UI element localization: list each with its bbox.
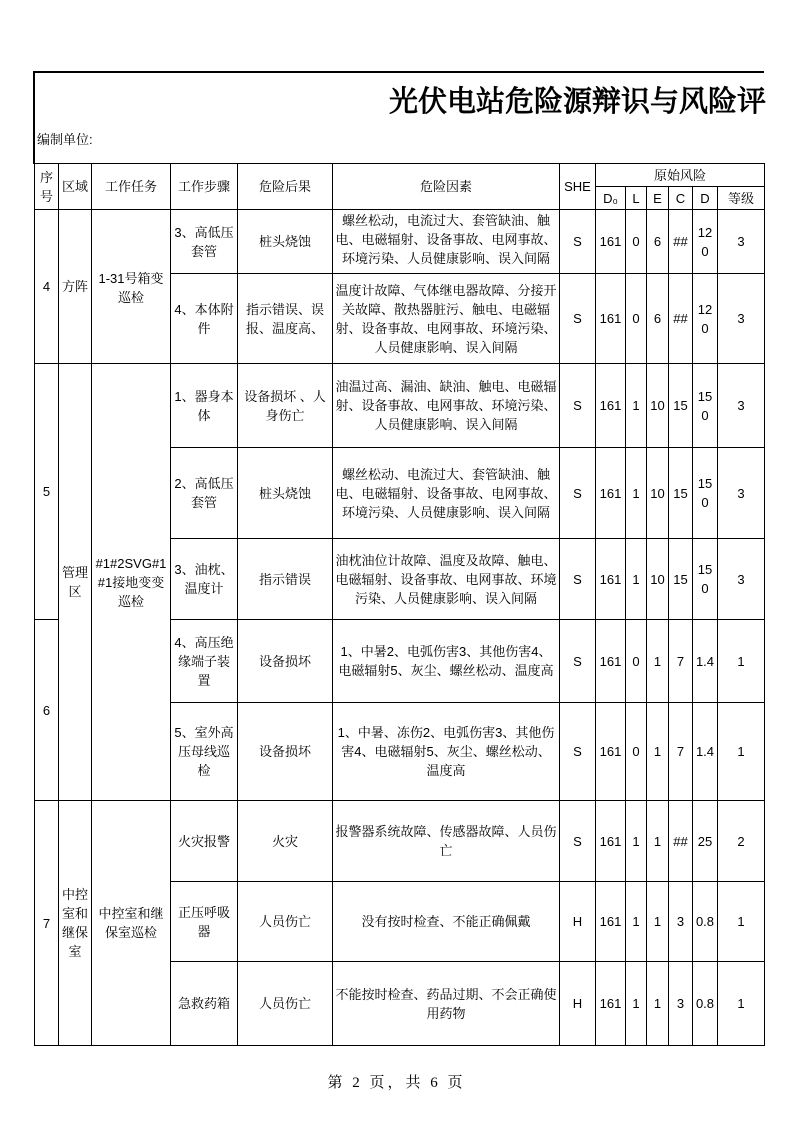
c-cell: ## <box>669 274 693 364</box>
d0-cell: 161 <box>596 882 626 962</box>
page-border-top <box>33 71 764 73</box>
header-d: D <box>693 187 718 210</box>
consequence-cell: 桩头烧蚀 <box>238 448 333 539</box>
header-l: L <box>626 187 647 210</box>
l-cell: 1 <box>626 962 647 1046</box>
grade-cell: 3 <box>718 539 765 620</box>
she-cell: H <box>560 882 596 962</box>
she-cell: S <box>560 703 596 801</box>
she-cell: H <box>560 962 596 1046</box>
task-cell: 中控室和继保室巡检 <box>92 801 171 1046</box>
step-cell: 火灾报警 <box>171 801 238 882</box>
l-cell: 1 <box>626 364 647 448</box>
d0-cell: 161 <box>596 620 626 703</box>
l-cell: 0 <box>626 210 647 274</box>
d0-cell: 161 <box>596 364 626 448</box>
header-consequence: 危险后果 <box>238 164 333 210</box>
consequence-cell: 设备损坏 、人身伤亡 <box>238 364 333 448</box>
factors-cell: 1、中暑、冻伤2、电弧伤害3、其他伤害4、电磁辐射5、灰尘、螺丝松动、温度高 <box>333 703 560 801</box>
grade-cell: 3 <box>718 274 765 364</box>
step-cell: 3、高低压套管 <box>171 210 238 274</box>
she-cell: S <box>560 210 596 274</box>
consequence-cell: 指示错误、误报、温度高、 <box>238 274 333 364</box>
d-cell: 1.4 <box>693 703 718 801</box>
d-cell: 150 <box>693 364 718 448</box>
factors-cell: 报警器系统故障、传感器故障、人员伤亡 <box>333 801 560 882</box>
factors-cell: 螺丝松动，电流过大、套管缺油、触电、电磁辐射、设备事故、电网事故、环境污染、人员健康影响、误入间隔 <box>333 210 560 274</box>
step-cell: 正压呼吸器 <box>171 882 238 962</box>
step-cell: 4、本体附件 <box>171 274 238 364</box>
header-original-risk: 原始风险 <box>596 164 765 187</box>
l-cell: 0 <box>626 274 647 364</box>
header-c: C <box>669 187 693 210</box>
task-cell: #1#2SVG#1#1接地变变巡检 <box>92 364 171 801</box>
area-cell: 管理区 <box>59 364 92 801</box>
step-cell: 2、高低压套管 <box>171 448 238 539</box>
e-cell: 6 <box>647 274 669 364</box>
c-cell: ## <box>669 801 693 882</box>
d-cell: 25 <box>693 801 718 882</box>
l-cell: 1 <box>626 882 647 962</box>
table-row <box>35 210 765 274</box>
d0-cell: 161 <box>596 703 626 801</box>
d-cell: 0.8 <box>693 962 718 1046</box>
c-cell: 15 <box>669 539 693 620</box>
page-number-footer: 第 2 页，共 6 页 <box>327 1075 466 1091</box>
consequence-cell: 人员伤亡 <box>238 882 333 962</box>
consequence-cell: 指示错误 <box>238 539 333 620</box>
risk-assessment-table <box>34 163 765 1046</box>
l-cell: 1 <box>626 539 647 620</box>
d0-cell: 161 <box>596 539 626 620</box>
header-d0: D₀ <box>596 187 626 210</box>
area-cell: 中控室和继保室 <box>59 801 92 1046</box>
header-factors: 危险因素 <box>333 164 560 210</box>
d0-cell: 161 <box>596 448 626 539</box>
d0-cell: 161 <box>596 274 626 364</box>
consequence-cell: 桩头烧蚀 <box>238 210 333 274</box>
step-cell: 1、器身本体 <box>171 364 238 448</box>
seq-cell: 5 <box>35 364 59 620</box>
she-cell: S <box>560 364 596 448</box>
c-cell: 7 <box>669 620 693 703</box>
seq-cell: 6 <box>35 620 59 801</box>
step-cell: 急救药箱 <box>171 962 238 1046</box>
l-cell: 0 <box>626 703 647 801</box>
consequence-cell: 火灾 <box>238 801 333 882</box>
factors-cell: 温度计故障、气体继电器故障、分接开关故障、散热器脏污、触电、电磁辐射、设备事故、电网事故、环境污染、人员健康影响、误入间隔 <box>333 274 560 364</box>
grade-cell: 3 <box>718 448 765 539</box>
e-cell: 10 <box>647 448 669 539</box>
d-cell: 150 <box>693 448 718 539</box>
she-cell: S <box>560 448 596 539</box>
l-cell: 0 <box>626 620 647 703</box>
factors-cell: 1、中暑2、电弧伤害3、其他伤害4、电磁辐射5、灰尘、螺丝松动、温度高 <box>333 620 560 703</box>
factors-cell: 没有按时检查、不能正确佩戴 <box>333 882 560 962</box>
d0-cell: 161 <box>596 962 626 1046</box>
d-cell: 1.4 <box>693 620 718 703</box>
header-she: SHE <box>560 164 596 210</box>
grade-cell: 2 <box>718 801 765 882</box>
table-row <box>35 364 765 448</box>
header-seq: 序号 <box>35 164 59 210</box>
d-cell: 150 <box>693 539 718 620</box>
factors-cell: 螺丝松动、电流过大、套管缺油、触电、电磁辐射、设备事故、电网事故、环境污染、人员健康影响、误入间隔 <box>333 448 560 539</box>
header-area: 区域 <box>59 164 92 210</box>
step-cell: 5、室外高压母线巡检 <box>171 703 238 801</box>
l-cell: 1 <box>626 448 647 539</box>
header-task: 工作任务 <box>92 164 171 210</box>
she-cell: S <box>560 539 596 620</box>
c-cell: 15 <box>669 364 693 448</box>
d0-cell: 161 <box>596 801 626 882</box>
d-cell: 120 <box>693 274 718 364</box>
task-cell: 1-31号箱变巡检 <box>92 210 171 364</box>
e-cell: 1 <box>647 882 669 962</box>
step-cell: 4、高压绝缘端子装置 <box>171 620 238 703</box>
consequence-cell: 设备损坏 <box>238 703 333 801</box>
header-step: 工作步骤 <box>171 164 238 210</box>
d-cell: 0.8 <box>693 882 718 962</box>
grade-cell: 1 <box>718 882 765 962</box>
e-cell: 10 <box>647 364 669 448</box>
she-cell: S <box>560 274 596 364</box>
prepared-by-label: 编制单位: <box>37 132 93 147</box>
factors-cell: 不能按时检查、药品过期、不会正确使用药物 <box>333 962 560 1046</box>
grade-cell: 1 <box>718 620 765 703</box>
grade-cell: 1 <box>718 703 765 801</box>
grade-cell: 3 <box>718 364 765 448</box>
d0-cell: 161 <box>596 210 626 274</box>
header-grade: 等级 <box>718 187 765 210</box>
page-title: 光伏电站危险源辩识与风险评 <box>389 86 767 118</box>
e-cell: 1 <box>647 620 669 703</box>
area-cell: 方阵 <box>59 210 92 364</box>
header-row-1 <box>35 164 765 187</box>
seq-cell: 7 <box>35 801 59 1046</box>
consequence-cell: 人员伤亡 <box>238 962 333 1046</box>
c-cell: 15 <box>669 448 693 539</box>
grade-cell: 3 <box>718 210 765 274</box>
header-e: E <box>647 187 669 210</box>
c-cell: 7 <box>669 703 693 801</box>
e-cell: 1 <box>647 801 669 882</box>
factors-cell: 油枕油位计故障、温度及故障、触电、电磁辐射、设备事故、电网事故、环境污染、人员健康影响、误入间隔 <box>333 539 560 620</box>
d-cell: 120 <box>693 210 718 274</box>
c-cell: ## <box>669 210 693 274</box>
table-row <box>35 801 765 882</box>
grade-cell: 1 <box>718 962 765 1046</box>
e-cell: 10 <box>647 539 669 620</box>
she-cell: S <box>560 620 596 703</box>
e-cell: 6 <box>647 210 669 274</box>
consequence-cell: 设备损坏 <box>238 620 333 703</box>
c-cell: 3 <box>669 962 693 1046</box>
she-cell: S <box>560 801 596 882</box>
e-cell: 1 <box>647 703 669 801</box>
seq-cell: 4 <box>35 210 59 364</box>
c-cell: 3 <box>669 882 693 962</box>
step-cell: 3、油枕、温度计 <box>171 539 238 620</box>
e-cell: 1 <box>647 962 669 1046</box>
factors-cell: 油温过高、漏油、缺油、触电、电磁辐射、设备事故、电网事故、环境污染、人员健康影响、误入间隔 <box>333 364 560 448</box>
page-border-left <box>33 71 35 164</box>
l-cell: 1 <box>626 801 647 882</box>
